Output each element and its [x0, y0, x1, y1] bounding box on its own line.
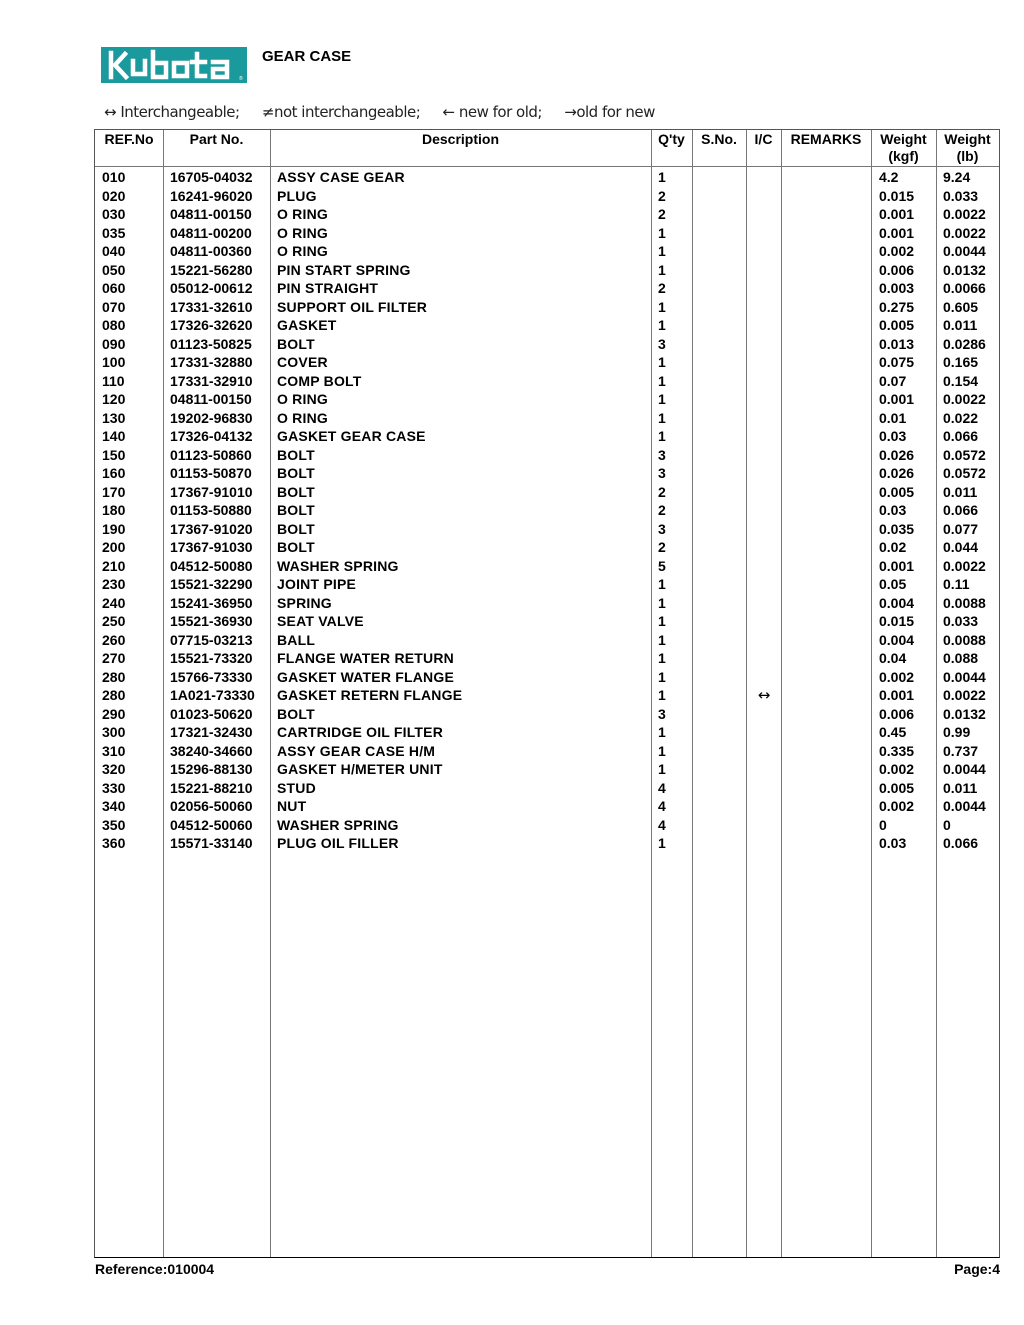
weight-lb-cell: 0.0044 — [943, 761, 986, 777]
table-row — [95, 723, 999, 742]
description-cell: BOLT — [277, 502, 315, 518]
weight-lb-cell: 0.0044 — [943, 668, 986, 685]
header-weight-lb — [936, 130, 999, 166]
table-row — [95, 834, 999, 853]
ref-no-cell: 330 — [102, 779, 126, 796]
weight-lb-cell: 9.24 — [943, 169, 971, 185]
part-no-cell: 17321-32430 — [170, 724, 253, 740]
ref-no-cell: 280 — [102, 668, 126, 685]
weight-kgf-cell: 0.275 — [879, 298, 915, 315]
weight-lb-cell: 0.077 — [943, 520, 979, 537]
description-cell: GASKET RETERN FLANGE — [277, 687, 463, 703]
weight-lb-cell: 0.0022 — [943, 687, 986, 703]
weight-kgf-cell: 0.45 — [879, 724, 907, 740]
description-cell: STUD — [277, 779, 316, 796]
ref-no-cell: 180 — [102, 502, 126, 518]
ref-no-cell: 080 — [102, 317, 126, 333]
part-no-cell: 17331-32910 — [170, 372, 253, 389]
ref-no-cell: 320 — [102, 761, 126, 777]
part-no-cell: 15221-56280 — [170, 261, 253, 278]
qty-cell: 5 — [658, 557, 666, 574]
ref-no-cell: 360 — [102, 835, 126, 851]
part-no-cell: 15521-73320 — [170, 650, 253, 666]
table-row — [95, 390, 999, 409]
table-row — [95, 760, 999, 779]
table-row — [95, 501, 999, 520]
part-no-cell: 16705-04032 — [170, 169, 253, 185]
description-cell: BOLT — [277, 539, 315, 555]
ref-no-cell: 350 — [102, 816, 126, 833]
qty-cell: 1 — [658, 631, 666, 648]
weight-lb-cell: 0.088 — [943, 650, 979, 666]
weight-lb-cell: 0.0022 — [943, 206, 986, 222]
description-cell: BOLT — [277, 335, 315, 352]
table-row — [95, 427, 999, 446]
weight-lb-cell: 0.0022 — [943, 224, 986, 241]
footer-page: Page:4 — [954, 1261, 1000, 1277]
description-cell: O RING — [277, 243, 328, 259]
part-no-cell: 15571-33140 — [170, 835, 253, 851]
ref-no-cell: 150 — [102, 446, 126, 463]
description-cell: BOLT — [277, 520, 315, 537]
weight-kgf-cell: 0.006 — [879, 261, 915, 278]
part-no-cell: 17367-91020 — [170, 520, 253, 537]
table-row — [95, 668, 999, 687]
weight-lb-cell: 0.0088 — [943, 631, 986, 648]
ref-no-cell: 020 — [102, 187, 126, 204]
description-cell: PIN STRAIGHT — [277, 280, 379, 296]
weight-kgf-cell: 0.015 — [879, 187, 915, 204]
weight-kgf-cell: 0.026 — [879, 446, 915, 463]
qty-cell: 1 — [658, 724, 666, 740]
table-row — [95, 316, 999, 335]
table-row — [95, 205, 999, 224]
table-row — [95, 335, 999, 354]
part-no-cell: 38240-34660 — [170, 742, 253, 759]
ref-no-cell: 170 — [102, 483, 126, 500]
ref-no-cell: 060 — [102, 280, 126, 296]
legend-not-interchangeable: ≠not interchangeable; — [261, 103, 421, 121]
part-no-cell: 15221-88210 — [170, 779, 253, 796]
table-row — [95, 742, 999, 761]
ref-no-cell: 120 — [102, 391, 126, 407]
header-description: Description — [421, 131, 499, 147]
weight-kgf-cell: 0.07 — [879, 372, 907, 389]
weight-lb-cell: 0.011 — [943, 317, 978, 333]
weight-kgf-cell: 0.02 — [879, 539, 907, 555]
table-row — [95, 464, 999, 483]
description-cell: PIN START SPRING — [277, 261, 411, 278]
header-divider — [95, 166, 999, 167]
weight-kgf-cell: 0.004 — [879, 594, 915, 611]
qty-cell: 1 — [658, 243, 666, 259]
part-no-cell: 05012-00612 — [170, 280, 253, 296]
description-cell: GASKET — [277, 317, 337, 333]
part-no-cell: 1A021-73330 — [170, 687, 255, 703]
description-cell: BOLT — [277, 465, 315, 481]
qty-cell: 4 — [658, 779, 666, 796]
description-cell: ASSY CASE GEAR — [277, 169, 405, 185]
qty-cell: 3 — [658, 705, 666, 722]
weight-lb-cell: 0.605 — [943, 298, 979, 315]
table-row — [95, 446, 999, 465]
header-part-no: Part No. — [189, 131, 244, 147]
qty-cell: 1 — [658, 261, 666, 278]
weight-lb-cell: 0.11 — [943, 576, 970, 592]
weight-lb-cell: 0.033 — [943, 187, 979, 204]
part-no-cell: 04811-00360 — [170, 243, 252, 259]
weight-lb-cell: 0.0022 — [943, 557, 986, 574]
part-no-cell: 02056-50060 — [170, 798, 253, 814]
part-no-cell: 01153-50870 — [170, 465, 252, 481]
weight-kgf-cell: 4.2 — [879, 169, 899, 185]
kubota-logo-mark — [101, 47, 247, 83]
description-cell: PLUG OIL FILLER — [277, 835, 399, 851]
weight-kgf-cell: 0.002 — [879, 243, 915, 259]
part-no-cell: 07715-03213 — [170, 631, 253, 648]
header-serial-no: S.No. — [701, 131, 737, 147]
ref-no-cell: 040 — [102, 243, 126, 259]
weight-lb-cell: 0.0088 — [943, 594, 986, 611]
weight-lb-cell: 0.033 — [943, 613, 979, 629]
ref-no-cell: 340 — [102, 798, 126, 814]
ref-no-cell: 035 — [102, 224, 126, 241]
qty-cell: 2 — [658, 483, 666, 500]
description-cell: BOLT — [277, 483, 315, 500]
weight-kgf-cell: 0.002 — [879, 798, 915, 814]
qty-cell: 1 — [658, 613, 666, 629]
table-row — [95, 538, 999, 557]
table-row — [95, 631, 999, 650]
description-cell: ASSY GEAR CASE H/M — [277, 742, 436, 759]
part-no-cell: 16241-96020 — [170, 187, 253, 204]
qty-cell: 2 — [658, 539, 666, 555]
ref-no-cell: 050 — [102, 261, 126, 278]
description-cell: BALL — [277, 631, 316, 648]
header-weight-kgf-line2: (kgf) — [888, 148, 919, 164]
weight-lb-cell: 0 — [943, 816, 951, 833]
part-no-cell: 17331-32610 — [170, 298, 253, 315]
ref-no-cell: 240 — [102, 594, 126, 611]
part-no-cell: 17367-91010 — [170, 483, 253, 500]
table-row — [95, 557, 999, 576]
part-no-cell: 04512-50060 — [170, 816, 253, 833]
table-row — [95, 520, 999, 539]
table-row — [95, 686, 999, 705]
table-row — [95, 797, 999, 816]
part-no-cell: 17331-32880 — [170, 354, 253, 370]
table-row — [95, 187, 999, 206]
ref-no-cell: 200 — [102, 539, 126, 555]
weight-lb-cell: 0.0572 — [943, 446, 986, 463]
weight-kgf-cell: 0.005 — [879, 779, 915, 796]
qty-cell: 1 — [658, 409, 666, 426]
part-no-cell: 04811-00150 — [170, 391, 252, 407]
weight-kgf-cell: 0.001 — [879, 391, 915, 407]
weight-kgf-cell: 0.335 — [879, 742, 915, 759]
description-cell: JOINT PIPE — [277, 576, 357, 592]
table-row — [95, 409, 999, 428]
weight-lb-cell: 0.0132 — [943, 261, 986, 278]
qty-cell: 4 — [658, 816, 666, 833]
header-weight-kgf-line1: Weight — [880, 131, 927, 147]
header-weight-lb-line2: (lb) — [956, 148, 979, 164]
qty-cell: 1 — [658, 835, 666, 851]
qty-cell: 1 — [658, 594, 666, 611]
table-row — [95, 242, 999, 261]
weight-kgf-cell: 0.002 — [879, 668, 915, 685]
weight-lb-cell: 0.0044 — [943, 798, 986, 814]
part-no-cell: 01123-50825 — [170, 335, 252, 352]
ref-no-cell: 250 — [102, 613, 126, 629]
weight-lb-cell: 0.066 — [943, 502, 979, 518]
header-remarks: REMARKS — [790, 131, 862, 147]
description-cell: SEAT VALVE — [277, 613, 364, 629]
ref-no-cell: 300 — [102, 724, 126, 740]
ref-no-cell: 210 — [102, 557, 126, 574]
part-no-cell: 15521-32290 — [170, 576, 253, 592]
qty-cell: 1 — [658, 224, 666, 241]
header-ic: I/C — [754, 131, 773, 147]
weight-kgf-cell: 0 — [879, 816, 887, 833]
part-no-cell: 15766-73330 — [170, 668, 253, 685]
table-row — [95, 779, 999, 798]
table-row — [95, 224, 999, 243]
qty-cell: 1 — [658, 169, 666, 185]
weight-lb-cell: 0.022 — [943, 409, 979, 426]
description-cell: GASKET GEAR CASE — [277, 428, 426, 444]
header-ref-no: REF.No — [104, 131, 154, 147]
description-cell: GASKET WATER FLANGE — [277, 668, 454, 685]
qty-cell: 1 — [658, 391, 666, 407]
table-row — [95, 649, 999, 668]
ref-no-cell: 160 — [102, 465, 126, 481]
weight-kgf-cell: 0.035 — [879, 520, 915, 537]
ref-no-cell: 310 — [102, 742, 126, 759]
header-weight-kgf — [871, 130, 936, 166]
ref-no-cell: 090 — [102, 335, 126, 352]
weight-lb-cell: 0.737 — [943, 742, 979, 759]
weight-lb-cell: 0.044 — [943, 539, 979, 555]
ref-no-cell: 140 — [102, 428, 126, 444]
part-no-cell: 04811-00150 — [170, 206, 252, 222]
weight-kgf-cell: 0.075 — [879, 354, 915, 370]
qty-cell: 1 — [658, 372, 666, 389]
weight-kgf-cell: 0.001 — [879, 206, 915, 222]
weight-kgf-cell: 0.002 — [879, 761, 915, 777]
weight-kgf-cell: 0.001 — [879, 687, 915, 703]
weight-lb-cell: 0.165 — [943, 354, 979, 370]
ref-no-cell: 070 — [102, 298, 126, 315]
svg-text:®: ® — [239, 76, 243, 82]
weight-kgf-cell: 0.001 — [879, 557, 915, 574]
qty-cell: 1 — [658, 354, 666, 370]
weight-kgf-cell: 0.05 — [879, 576, 907, 592]
description-cell: SUPPORT OIL FILTER — [277, 298, 428, 315]
part-no-cell: 15521-36930 — [170, 613, 253, 629]
weight-lb-cell: 0.0066 — [943, 280, 986, 296]
parts-table — [94, 129, 1000, 1258]
legend-new-for-old: ← new for old; — [442, 103, 542, 121]
ref-no-cell: 130 — [102, 409, 126, 426]
description-cell: WASHER SPRING — [277, 816, 399, 833]
weight-lb-cell: 0.011 — [943, 483, 978, 500]
weight-lb-cell: 0.011 — [943, 779, 978, 796]
weight-lb-cell: 0.0044 — [943, 243, 986, 259]
part-no-cell: 04512-50080 — [170, 557, 253, 574]
weight-kgf-cell: 0.015 — [879, 613, 915, 629]
weight-kgf-cell: 0.01 — [879, 409, 907, 426]
interchangeability-legend — [104, 103, 673, 121]
table-row — [95, 612, 999, 631]
description-cell: SPRING — [277, 594, 332, 611]
qty-cell: 1 — [658, 761, 666, 777]
weight-lb-cell: 0.066 — [943, 835, 979, 851]
ref-no-cell: 270 — [102, 650, 126, 666]
description-cell: BOLT — [277, 705, 315, 722]
part-no-cell: 04811-00200 — [170, 224, 252, 241]
footer-reference: Reference:010004 — [95, 1261, 215, 1277]
weight-lb-cell: 0.0286 — [943, 335, 986, 352]
qty-cell: 2 — [658, 206, 666, 222]
qty-cell: 2 — [658, 187, 666, 204]
qty-cell: 1 — [658, 576, 666, 592]
weight-kgf-cell: 0.026 — [879, 465, 915, 481]
description-cell: O RING — [277, 409, 328, 426]
part-no-cell: 17367-91030 — [170, 539, 253, 555]
weight-kgf-cell: 0.005 — [879, 317, 915, 333]
table-row — [95, 372, 999, 391]
weight-kgf-cell: 0.03 — [879, 835, 907, 851]
part-no-cell: 01123-50860 — [170, 446, 252, 463]
qty-cell: 1 — [658, 668, 666, 685]
weight-lb-cell: 0.154 — [943, 372, 979, 389]
weight-kgf-cell: 0.03 — [879, 428, 907, 444]
qty-cell: 2 — [658, 502, 666, 518]
header-qty: Q'ty — [658, 131, 685, 147]
part-no-cell: 01153-50880 — [170, 502, 252, 518]
qty-cell: 3 — [658, 335, 666, 352]
qty-cell: 3 — [658, 465, 666, 481]
ref-no-cell: 280 — [102, 687, 126, 703]
ref-no-cell: 230 — [102, 576, 126, 592]
weight-lb-cell: 0.99 — [943, 724, 971, 740]
weight-kgf-cell: 0.04 — [879, 650, 907, 666]
weight-kgf-cell: 0.03 — [879, 502, 907, 518]
legend-interchangeable: ↔ Interchangeable; — [104, 103, 240, 121]
weight-kgf-cell: 0.004 — [879, 631, 915, 648]
description-cell: FLANGE WATER RETURN — [277, 650, 454, 666]
weight-kgf-cell: 0.005 — [879, 483, 915, 500]
qty-cell: 1 — [658, 687, 666, 703]
weight-kgf-cell: 0.001 — [879, 224, 915, 241]
description-cell: GASKET H/METER UNIT — [277, 761, 443, 777]
qty-cell: 3 — [658, 520, 666, 537]
table-row — [95, 261, 999, 280]
description-cell: O RING — [277, 224, 328, 241]
description-cell: NUT — [277, 798, 307, 814]
header-weight-lb-line1: Weight — [944, 131, 991, 147]
qty-cell: 3 — [658, 446, 666, 463]
weight-kgf-cell: 0.006 — [879, 705, 915, 722]
description-cell: COVER — [277, 354, 328, 370]
ref-no-cell: 100 — [102, 354, 126, 370]
table-row — [95, 353, 999, 372]
part-no-cell: 15296-88130 — [170, 761, 253, 777]
ref-no-cell: 030 — [102, 206, 126, 222]
table-row — [95, 816, 999, 835]
qty-cell: 1 — [658, 298, 666, 315]
kubota-logo — [101, 47, 247, 83]
qty-cell: 4 — [658, 798, 666, 814]
ref-no-cell: 010 — [102, 169, 126, 185]
weight-lb-cell: 0.0572 — [943, 465, 986, 481]
table-row — [95, 483, 999, 502]
description-cell: PLUG — [277, 187, 317, 204]
table-row — [95, 168, 999, 187]
weight-lb-cell: 0.0022 — [943, 391, 986, 407]
table-row — [95, 705, 999, 724]
weight-lb-cell: 0.0132 — [943, 705, 986, 722]
table-body — [95, 168, 999, 853]
table-row — [95, 575, 999, 594]
qty-cell: 1 — [658, 650, 666, 666]
table-row — [95, 298, 999, 317]
description-cell: BOLT — [277, 446, 315, 463]
part-no-cell: 15241-36950 — [170, 594, 253, 611]
part-no-cell: 19202-96830 — [170, 409, 253, 426]
ref-no-cell: 190 — [102, 520, 126, 537]
part-no-cell: 01023-50620 — [170, 705, 253, 722]
ref-no-cell: 260 — [102, 631, 126, 648]
description-cell: O RING — [277, 391, 328, 407]
weight-kgf-cell: 0.003 — [879, 280, 915, 296]
description-cell: O RING — [277, 206, 328, 222]
ref-no-cell: 290 — [102, 705, 126, 722]
qty-cell: 1 — [658, 428, 666, 444]
part-no-cell: 17326-04132 — [170, 428, 253, 444]
ref-no-cell: 110 — [102, 372, 125, 389]
table-row — [95, 594, 999, 613]
legend-old-for-new: →old for new — [564, 103, 655, 121]
weight-lb-cell: 0.066 — [943, 428, 979, 444]
part-no-cell: 17326-32620 — [170, 317, 253, 333]
description-cell: COMP BOLT — [277, 372, 362, 389]
description-cell: WASHER SPRING — [277, 557, 399, 574]
description-cell: CARTRIDGE OIL FILTER — [277, 724, 444, 740]
table-row — [95, 279, 999, 298]
qty-cell: 2 — [658, 280, 666, 296]
page-title: GEAR CASE — [262, 48, 352, 65]
qty-cell: 1 — [658, 742, 666, 759]
ic-cell: ↔ — [757, 686, 771, 704]
weight-kgf-cell: 0.013 — [879, 335, 915, 352]
qty-cell: 1 — [658, 317, 666, 333]
